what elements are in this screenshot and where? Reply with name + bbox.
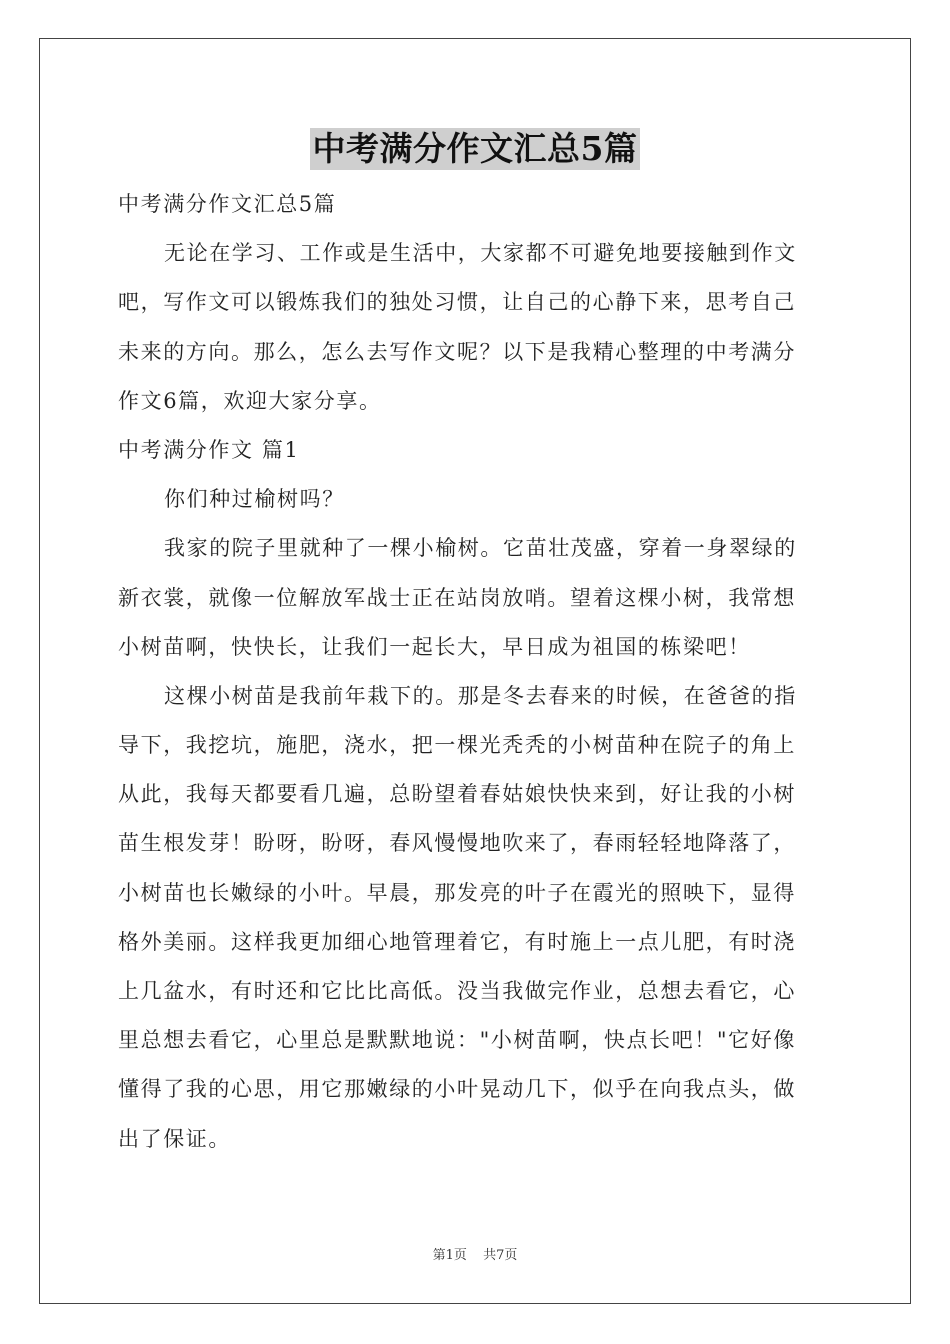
paragraph-line: 未来的方向。那么，怎么去写作文呢？以下是我精心整理的中考满分 — [118, 339, 796, 364]
body-paragraph-2 — [118, 672, 834, 1164]
paragraph-line: 小树苗也长嫩绿的小叶。早晨，那发亮的叶子在霞光的照映下，显得 — [118, 880, 796, 905]
subtitle: 中考满分作文汇总5篇 — [118, 192, 337, 216]
paragraph-line: 小树苗啊，快快长，让我们一起长大，早日成为祖国的栋梁吧！ — [118, 634, 751, 659]
paragraph-line: 苗生根发芽！盼呀，盼呀，春风慢慢地吹来了，春雨轻轻地降落了， — [118, 831, 796, 856]
body-paragraph-1 — [118, 524, 834, 672]
document-title: 中考满分作文汇总5篇 — [310, 128, 641, 170]
document-body — [118, 180, 834, 1164]
paragraph-line: 懂得了我的心思，用它那嫩绿的小叶晃动几下，似乎在向我点头，做 — [118, 1077, 796, 1102]
page-number: 第1页 — [432, 1248, 467, 1263]
paragraph-line: 作文6篇，欢迎大家分享。 — [118, 388, 382, 413]
paragraph-line: 里总想去看它，心里总是默默地说："小树苗啊，快点长吧！"它好像 — [118, 1028, 796, 1053]
paragraph-line: 导下，我挖坑，施肥，浇水，把一棵光秃秃的小树苗种在院子的角上 — [118, 733, 796, 758]
intro-paragraph — [118, 229, 834, 426]
paragraph-line: 从此，我每天都要看几遍，总盼望着春姑娘快快来到，好让我的小树 — [118, 782, 796, 807]
title-container — [0, 128, 950, 170]
paragraph-line: 格外美丽。这样我更加细心地管理着它，有时施上一点儿肥，有时浇 — [118, 929, 796, 954]
paragraph-line: 你们种过榆树吗？ — [164, 487, 345, 512]
page-footer — [0, 1244, 950, 1263]
paragraph-line: 我家的院子里就种了一棵小榆树。它苗壮茂盛，穿着一身翠绿的 — [164, 536, 797, 561]
paragraph-line: 吧，写作文可以锻炼我们的独处习惯，让自己的心静下来，思考自己 — [118, 290, 796, 315]
paragraph-line: 新衣裳，就像一位解放军战士正在站岗放哨。望着这棵小树，我常想 — [118, 585, 796, 610]
section-heading: 中考满分作文 篇1 — [118, 437, 300, 462]
paragraph-line: 出了保证。 — [118, 1126, 231, 1151]
paragraph-line: 这棵小树苗是我前年栽下的。那是冬去春来的时候，在爸爸的指 — [164, 683, 797, 708]
paragraph-line: 上几盆水，有时还和它比比高低。没当我做完作业，总想去看它，心 — [118, 979, 796, 1003]
page-total: 共7页 — [483, 1248, 518, 1263]
paragraph-line: 无论在学习、工作或是生活中，大家都不可避免地要接触到作文 — [164, 241, 797, 266]
question-paragraph — [118, 475, 834, 524]
